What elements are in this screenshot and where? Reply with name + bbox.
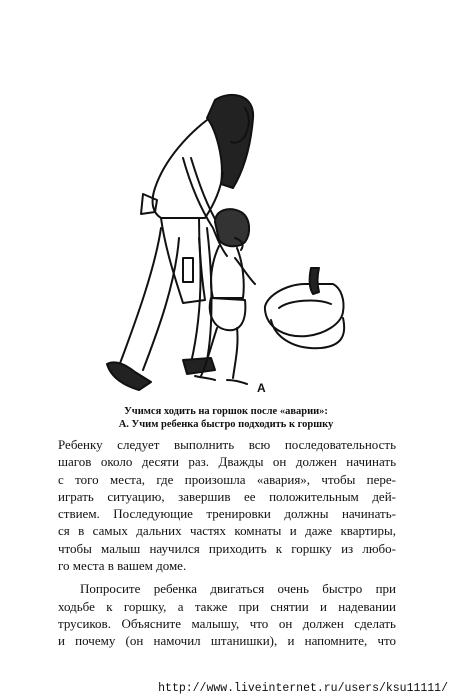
text-line: трусиков. Объясните малышу, что он должен сделать <box>58 615 396 631</box>
text-line: с того места, где произошла «авария», чтобы пере- <box>58 471 396 487</box>
caption-line: А. Учим ребенка быстро подходить к горшку <box>118 419 334 430</box>
text-line: чтобы малыш научился приходить к горшку из любо- <box>58 540 396 556</box>
mother-torso <box>153 120 223 218</box>
mother-child-potty-illustration <box>95 88 365 400</box>
text-line: играть ситуацию, завершив ее положительным дей- <box>58 488 396 504</box>
potty-seat <box>265 284 344 336</box>
potty-handle <box>310 268 319 294</box>
text-line: и почему (он намочил штанишки), и напомните, что <box>58 633 396 649</box>
mother-shoe-right <box>183 358 215 374</box>
watermark-url: http://www.liveinternet.ru/users/ksu11111/ <box>158 682 448 695</box>
caption-line: Учимся ходить на горшок после «аварии»: <box>124 406 328 417</box>
child-head <box>215 209 249 246</box>
child-diaper <box>210 298 246 330</box>
text-line: ствием. Последующие тренировки должны начинать- <box>58 506 396 522</box>
figure-caption <box>60 405 392 431</box>
child-body <box>211 246 244 298</box>
text-line: Попросите ребенка двигаться очень быстро при <box>80 581 396 597</box>
body-text <box>58 436 396 650</box>
text-line: Ребенку следует выполнить всю последовательность <box>58 437 396 452</box>
text-line: го места в вашем доме. <box>58 558 187 574</box>
text-line: ся в самых дальних частях комнаты и даже квартиры, <box>58 523 396 539</box>
text-line: шагов около десяти раз. Дважды он должен начинать <box>58 454 396 470</box>
text-line: ходьбе к горшку, а также при снятии и надевании <box>58 598 396 614</box>
mother-legs <box>119 228 212 370</box>
figure-letter: А <box>257 381 266 395</box>
potty-inner <box>279 301 331 308</box>
